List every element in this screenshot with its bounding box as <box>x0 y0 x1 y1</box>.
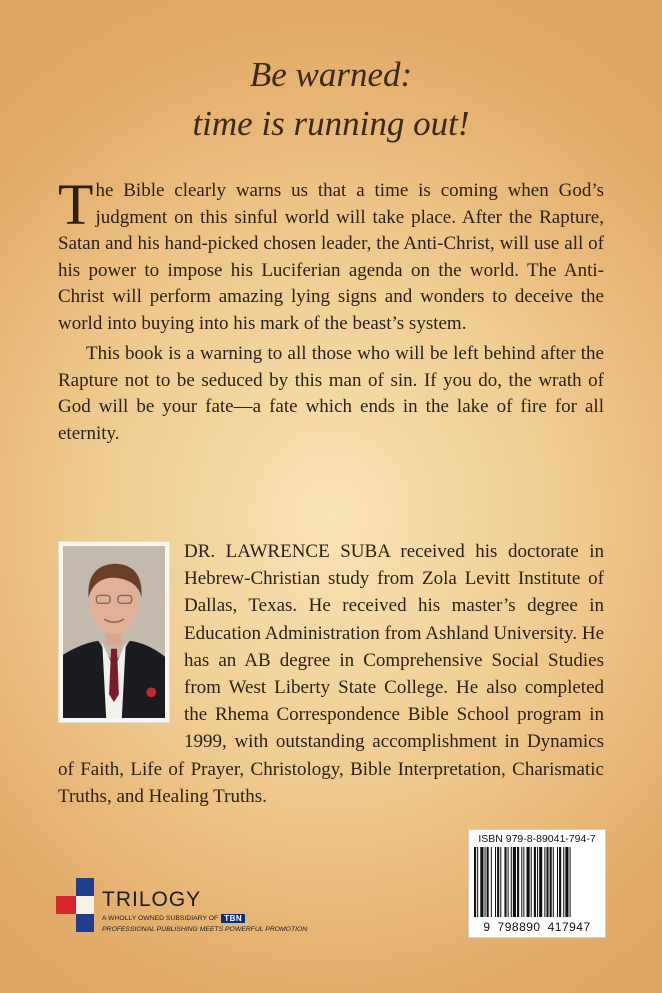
barcode-digits <box>469 920 605 934</box>
blurb-paragraph-1 <box>58 172 604 337</box>
barcode-digit-group-1: 798890 <box>497 920 541 934</box>
publisher-subsidiary-line <box>102 914 245 923</box>
trilogy-cross-icon <box>56 878 94 932</box>
book-blurb <box>58 172 604 447</box>
isbn-text: ISBN 979-8-89041-794-7 <box>478 833 596 845</box>
author-portrait-image <box>63 546 165 718</box>
blurb-paragraph-1-text: he Bible clearly warns us that a time is coming when God’s judgment on this sinful world will take place. After the Rapture, Satan and his hand-picked chosen leader, the Anti-Christ, will use all of his power to impose his Luciferian agenda on the world. The Anti-Christ will perform amazing lying signs and wonders to deceive the world into buying into his mark of the beast’s system. <box>58 180 604 334</box>
tagline-line-1: Be warned: <box>249 55 413 94</box>
subsidiary-text: A WHOLLY OWNED SUBSIDIARY OF <box>102 915 219 922</box>
tbn-logo: TBN <box>221 914 245 923</box>
author-photo <box>58 541 170 723</box>
author-bio-text: DR. LAWRENCE SUBA received his doctorate in Hebrew-Christian study from Zola Levitt Institute of Dallas, Texas. He received his master’s degree in Education Administration from Ashland University. He has an AB degree in Comprehensive Social Studies from West Liberty State College. He also completed the Rhema Correspondence Bible School program in 1999, with outstanding accomplishment in Dynamics of Faith, Life of Prayer, Christology, Bible Interpretation, Charismatic Truths, and Healing Truths. <box>58 541 604 807</box>
publisher-logo <box>56 878 308 938</box>
publisher-slogan: PROFESSIONAL PUBLISHING MEETS POWERFUL PROMOTION <box>102 926 308 933</box>
drop-cap: T <box>58 172 94 237</box>
tagline <box>0 50 662 148</box>
author-bio <box>58 538 604 810</box>
isbn-barcode <box>468 829 606 938</box>
barcode-digit-lead: 9 <box>483 920 491 934</box>
tagline-line-2: time is running out! <box>192 104 470 143</box>
barcode-bars <box>474 847 602 917</box>
publisher-name: TRILOGY <box>102 888 202 911</box>
blurb-paragraph-2: This book is a warning to all those who will be left behind after the Rapture not to be seduced by this man of sin. If you do, the wrath of God will be your fate—a fate which ends in the lake of fire for all eternity. <box>58 343 604 444</box>
barcode-digit-group-2: 417947 <box>547 920 591 934</box>
